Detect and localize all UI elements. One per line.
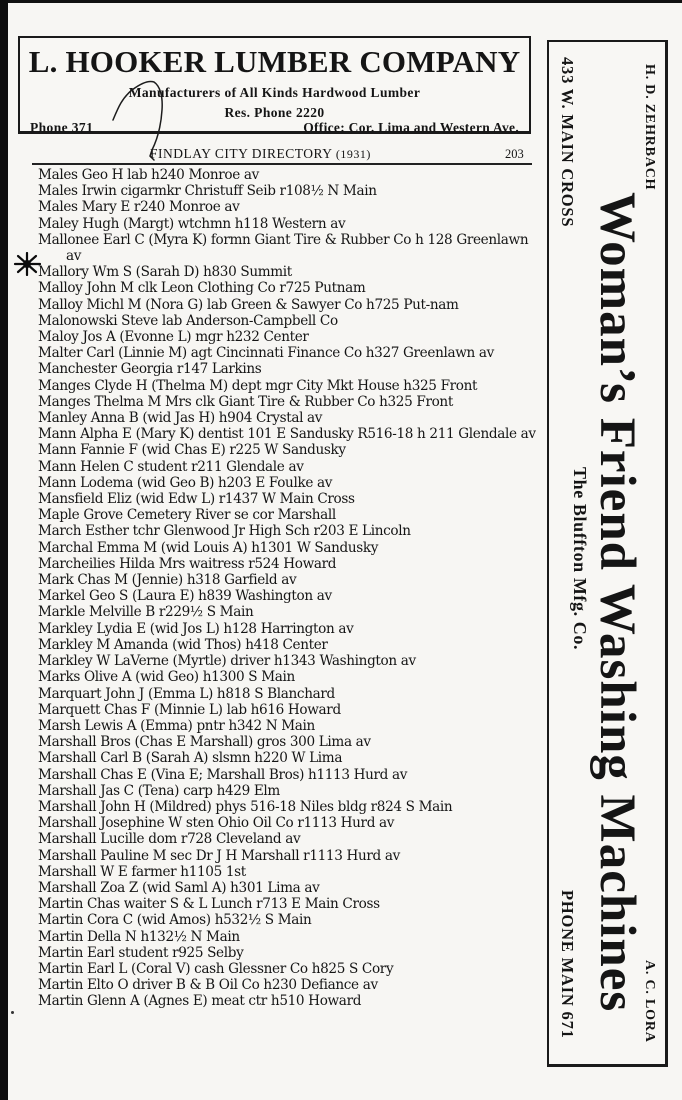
directory-entry: Maple Grove Cemetery River se cor Marshall: [38, 507, 336, 524]
lumber-company-ad: [18, 36, 531, 134]
directory-entry: Marshall W E farmer h1105 1st: [38, 863, 246, 880]
directory-entry: Maloy Jos A (Evonne L) mgr h232 Center: [38, 329, 309, 346]
scan-binding-edge: [0, 0, 8, 1100]
directory-entry: Marshall Bros (Chas E Marshall) gros 300 Lima av: [38, 734, 371, 751]
ad-headline: Woman’s Friend Washing Machines: [589, 192, 645, 1013]
directory-entry: Manges Clyde H (Thelma M) dept mgr City Mkt House h325 Front: [38, 377, 478, 394]
directory-listing: [38, 167, 538, 1010]
ad-maker: The Bluffton Mfg. Co.: [570, 467, 590, 651]
directory-title: FINDLAY CITY DIRECTORY: [150, 146, 333, 161]
running-header: [150, 146, 371, 162]
directory-entry: Males Geo H lab h240 Monroe av: [38, 167, 259, 183]
directory-entry: Marquart John J (Emma L) h818 S Blanchard: [38, 685, 335, 702]
directory-entry: Markel Geo S (Laura E) h839 Washington av: [38, 588, 332, 605]
directory-entry: Martin Elto O driver B & B Oil Co h230 Defiance av: [38, 977, 378, 994]
directory-entry: Marchal Emma M (wid Louis A) h1301 W Sandusky: [38, 539, 379, 556]
directory-year: (1931): [335, 147, 371, 161]
directory-entry: Maley Hugh (Margt) wtchmn h118 Western av: [38, 215, 346, 232]
ad-office-address: Office: Cor. Lima and Western Ave.: [303, 120, 519, 135]
directory-entry: Martin Earl student r925 Selby: [38, 944, 244, 961]
ad-phone-main: PHONE MAIN 671: [558, 890, 577, 1039]
page-number: 203: [505, 147, 524, 161]
directory-entry: Males Mary E r240 Monroe av: [38, 199, 240, 216]
directory-entry: Manchester Georgia r147 Larkins: [38, 361, 262, 378]
scan-top-edge: [0, 0, 682, 3]
directory-entry-marked: Mallory Wm S (Sarah D) h830 Summit: [38, 264, 292, 281]
directory-entry: Markley W LaVerne (Myrtle) driver h1343 Washington av: [38, 653, 416, 670]
ad-company-name: L. HOOKER LUMBER COMPANY: [28, 44, 521, 79]
directory-entry: Martin Chas waiter S & L Lunch r713 E Main Cross: [38, 896, 380, 913]
directory-entry: Martin Cora C (wid Amos) h532½ S Main: [38, 912, 312, 929]
star-burst-icon: [13, 252, 41, 276]
directory-entry: Martin Della N h132½ N Main: [38, 928, 240, 945]
directory-entry: Marshall Carl B (Sarah A) slsmn h220 W Lima: [38, 750, 343, 767]
directory-entry: Marshall Jas C (Tena) carp h429 Elm: [38, 782, 280, 799]
directory-entry: Malter Carl (Linnie M) agt Cincinnati Finance Co h327 Greenlawn av: [38, 345, 494, 362]
directory-entry: Marshall John H (Mildred) phys 516-18 Niles bldg r824 S Main: [38, 798, 453, 815]
directory-entry: Mann Fannie F (wid Chas E) r225 W Sandusky: [38, 442, 346, 459]
directory-entry: Marshall Pauline M sec Dr J H Marshall r1113 Hurd av: [38, 847, 400, 864]
directory-entry: Markle Melville B r229½ S Main: [38, 604, 254, 621]
directory-entry: Mann Lodema (wid Geo B) h203 E Foulke av: [38, 474, 333, 491]
directory-entry: Markley M Amanda (wid Thos) h418 Center: [38, 636, 328, 653]
ad-owner: H. D. ZEHRBACH: [642, 64, 657, 191]
scan-speck: [11, 1011, 14, 1014]
directory-entry: Mark Chas M (Jennie) h318 Garfield av: [38, 572, 297, 589]
directory-entry: Marsh Lewis A (Emma) pntr h342 N Main: [38, 717, 315, 734]
directory-entry: Marquett Chas F (Minnie L) lab h616 Howard: [38, 701, 341, 718]
ad-tagline: Manufacturers of All Kinds Hardwood Lumber: [128, 85, 421, 100]
ad-address: 433 W. MAIN CROSS: [558, 57, 577, 228]
directory-entry: Malloy Michl M (Nora G) lab Green & Sawyer Co h725 Put-nam: [38, 296, 459, 313]
directory-entry: March Esther tchr Glenwood Jr High Sch r203 E Lincoln: [38, 523, 411, 540]
directory-entry: Markley Lydia E (wid Jos L) h128 Harrington av: [38, 620, 354, 637]
directory-entry: Marshall Lucille dom r728 Cleveland av: [38, 831, 301, 848]
ad-phone: Phone 371: [30, 120, 94, 135]
directory-entry: Martin Earl L (Coral V) cash Glessner Co h825 S Cory: [38, 960, 394, 977]
directory-entry: Marshall Josephine W sten Ohio Oil Co r1113 Hurd av: [38, 815, 395, 832]
header-rule: [32, 163, 532, 165]
ad-agent: A. C. LORA: [642, 960, 657, 1043]
directory-entry: Marshall Zoa Z (wid Saml A) h301 Lima av: [38, 879, 320, 896]
directory-entry: Malloy John M clk Leon Clothing Co r725 Putnam: [38, 280, 366, 297]
directory-entry: Males Irwin cigarmkr Christuff Seib r108½ N Main: [38, 183, 377, 200]
directory-entry: Manley Anna B (wid Jas H) h904 Crystal av: [38, 410, 323, 427]
directory-entry: Manges Thelma M Mrs clk Giant Tire & Rubber Co h325 Front: [38, 393, 453, 410]
directory-entry: Mallonee Earl C (Myra K) formn Giant Tire & Rubber Co h 128 Greenlawn av: [38, 231, 529, 265]
directory-entry: Mann Alpha E (Mary K) dentist 101 E Sandusky R516-18 h 211 Glendale av: [38, 426, 536, 443]
directory-entry: Malonowski Steve lab Anderson-Campbell Co: [38, 312, 338, 329]
directory-entry: Marks Olive A (wid Geo) h1300 S Main: [38, 669, 295, 686]
directory-entry: Mann Helen C student r211 Glendale av: [38, 458, 304, 475]
ad-res-phone: Res. Phone 2220: [224, 105, 325, 120]
directory-entry: Mansfield Eliz (wid Edw L) r1437 W Main Cross: [38, 491, 355, 508]
directory-entry: Marshall Chas E (Vina E; Marshall Bros) h1113 Hurd av: [38, 766, 408, 783]
directory-entry: Martin Glenn A (Agnes E) meat ctr h510 Howard: [38, 993, 362, 1010]
directory-entry: Marcheilies Hilda Mrs waitress r524 Howard: [38, 555, 337, 572]
washing-machine-ad: [547, 40, 668, 1067]
